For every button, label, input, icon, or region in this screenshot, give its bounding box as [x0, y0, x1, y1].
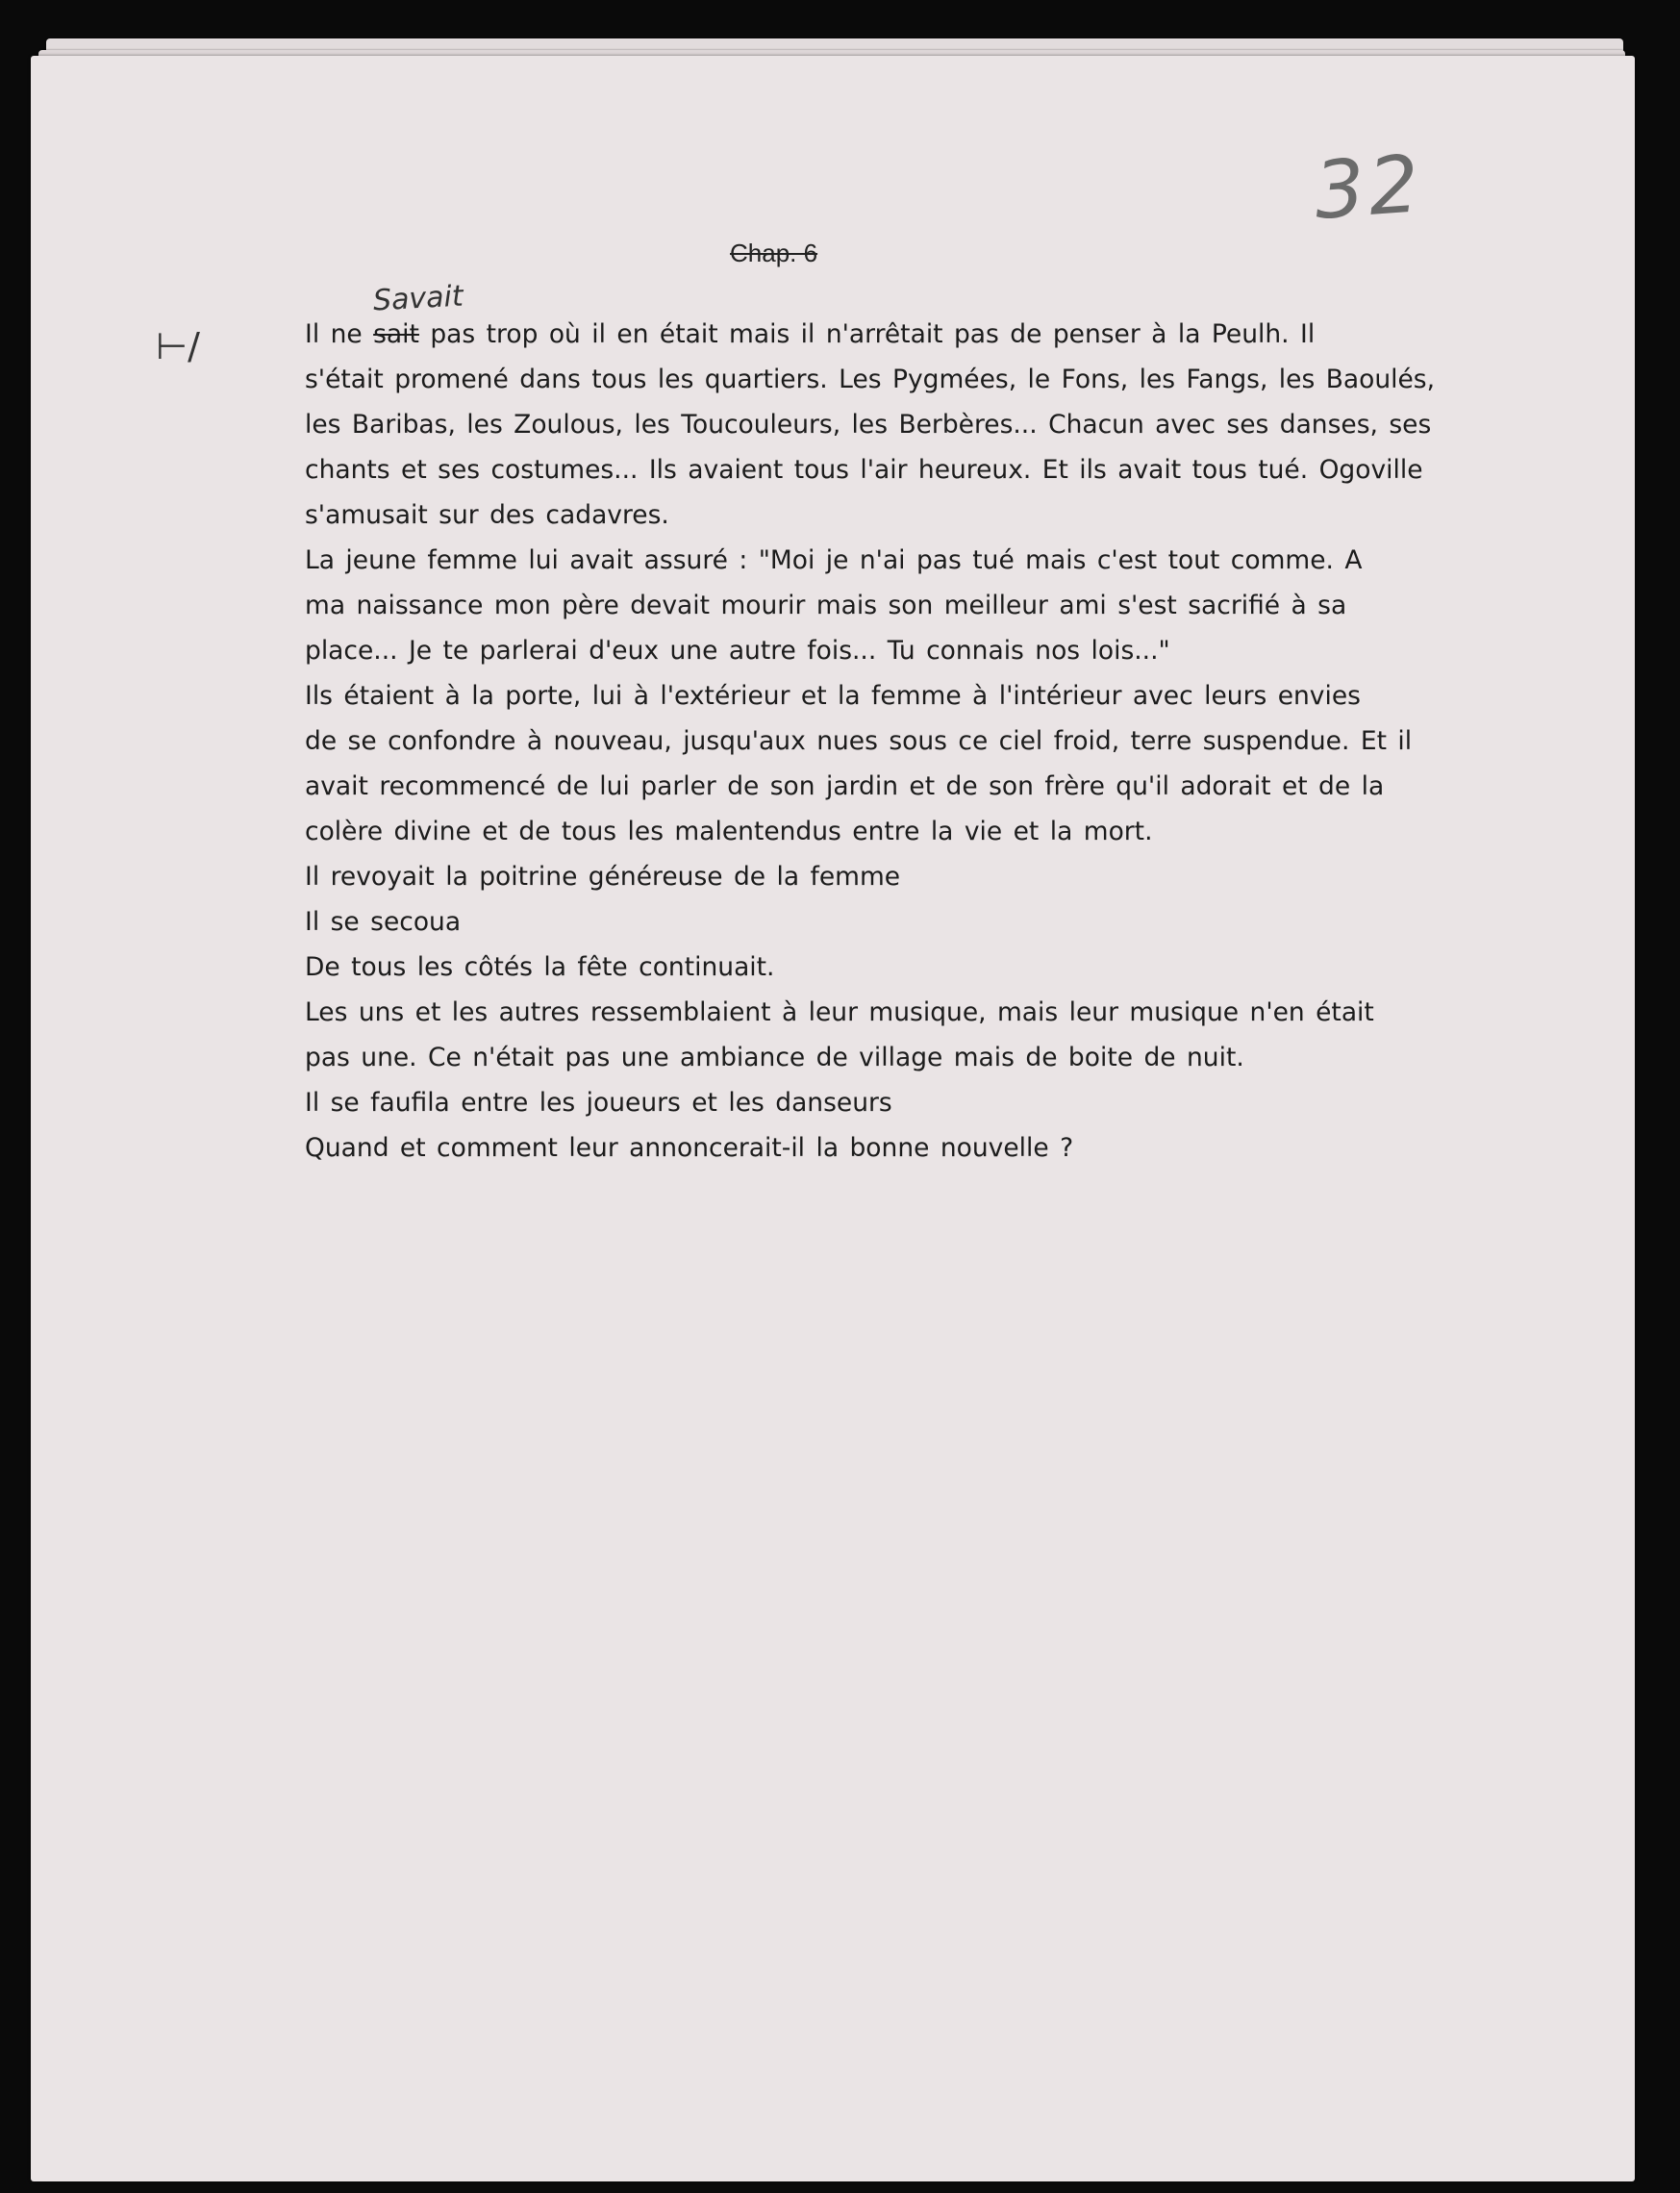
- text-line: Quand et comment leur annoncerait-il la bonne nouvelle ?: [305, 1133, 1074, 1163]
- text-line: place... Je te parlerai d'eux une autre fois... Tu connais nos lois...": [305, 636, 1170, 666]
- text-line: pas une. Ce n'était pas une ambiance de village mais de boite de nuit.: [305, 1043, 1244, 1072]
- text-line: [305, 312, 1584, 357]
- text-line: Il revoyait la poitrine généreuse de la femme: [305, 862, 901, 892]
- line-prefix: Il ne: [305, 319, 374, 349]
- margin-mark: ⊢/: [156, 325, 200, 367]
- text-line: chants et ses costumes... Ils avaient tous l'air heureux. Et ils avait tous tué. Ogoville: [305, 455, 1423, 485]
- text-line: Ils étaient à la porte, lui à l'extérieur et la femme à l'intérieur avec leurs envies: [305, 681, 1361, 711]
- handwritten-correction: Savait: [372, 279, 464, 318]
- text-line: Les uns et les autres ressemblaient à leur musique, mais leur musique n'en était: [305, 997, 1374, 1027]
- body-text: [305, 312, 1584, 1171]
- text-line: avait recommencé de lui parler de son jardin et de son frère qu'il adorait et de la: [305, 771, 1385, 801]
- text-line: La jeune femme lui avait assuré : "Moi je n'ai pas tué mais c'est tout comme. A: [305, 545, 1363, 575]
- text-line: Il se faufila entre les joueurs et les danseurs: [305, 1088, 892, 1118]
- text-line: ma naissance mon père devait mourir mais son meilleur ami s'est sacrifié à sa: [305, 591, 1347, 620]
- text-line: De tous les côtés la fête continuait.: [305, 952, 775, 982]
- struck-word: sait: [373, 319, 419, 349]
- handwritten-page-number: 32: [1311, 139, 1426, 238]
- chapter-title: Chap. 6: [730, 239, 818, 267]
- text-line: les Baribas, les Zoulous, les Toucouleurs, les Berbères... Chacun avec ses danses, ses: [305, 410, 1432, 440]
- text-line: s'était promené dans tous les quartiers. Les Pygmées, le Fons, les Fangs, les Baoulés,: [305, 365, 1436, 394]
- text-line: de se confondre à nouveau, jusqu'aux nues sous ce ciel froid, terre suspendue. Et il: [305, 726, 1413, 756]
- text-line: colère divine et de tous les malentendus entre la vie et la mort.: [305, 817, 1153, 846]
- text-line: s'amusait sur des cadavres.: [305, 500, 669, 530]
- text-line: Il se secoua: [305, 907, 462, 937]
- typed-page: [31, 56, 1635, 2181]
- line-rest: pas trop où il en était mais il n'arrêtait pas de penser à la Peulh. Il: [418, 319, 1316, 349]
